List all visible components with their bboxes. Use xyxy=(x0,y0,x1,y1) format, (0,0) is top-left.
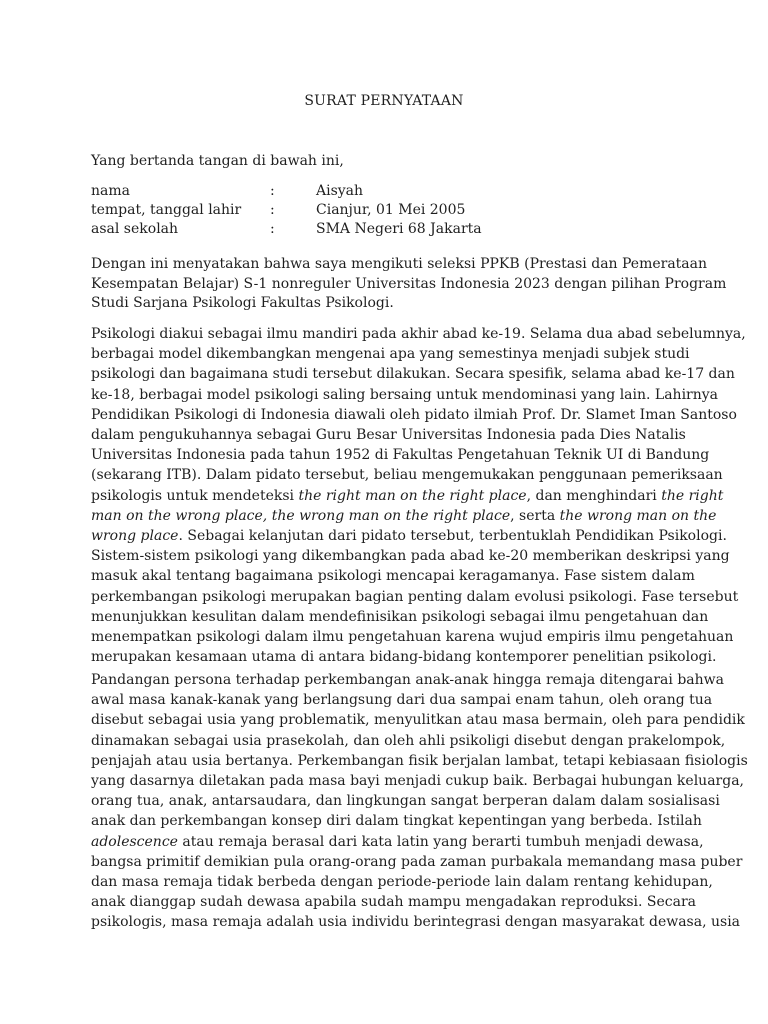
text-run: , dan menghindari xyxy=(526,487,662,504)
greeting-line: Yang bertanda tangan di bawah ini, xyxy=(91,153,344,169)
text-run: . Sebagai kelanjutan dari pidato tersebut, terbentuklah Pendidikan Psikologi. xyxy=(178,528,727,545)
text-line: psikologis, masa remaja adalah usia individu berintegrasi dengan masyarakat dewasa, usia xyxy=(91,914,741,931)
identity-colon: : xyxy=(270,183,275,199)
identity-value: Aisyah xyxy=(316,183,364,199)
text-line: yang dasarnya diletakan pada masa bayi menjadi cukup baik. Berbagai hubungan keluarga, xyxy=(91,773,744,790)
text-run: atau remaja berasal dari kata latin yang berarti tumbuh menjadi dewasa, xyxy=(177,833,704,850)
italic-phrase: man on the wrong place, the wrong man on the right place xyxy=(91,507,511,524)
identity-colon: : xyxy=(270,202,275,218)
text-line: orang tua, anak, antarsaudara, dan lingkungan sangat berperan dalam dalam sosialisasi xyxy=(91,793,720,810)
italic-phrase: the right xyxy=(661,487,724,504)
text-line: dinamakan sebagai usia prasekolah, dan oleh ahli psikoligi disebut dengan prakelompok, xyxy=(91,732,726,749)
italic-phrase: the right man on the right place xyxy=(298,487,527,504)
identity-label: asal sekolah xyxy=(91,221,179,237)
paragraph-statement xyxy=(91,255,727,314)
text-line xyxy=(91,526,727,546)
identity-label: nama xyxy=(91,183,130,199)
text-line: Kesempatan Belajar) S-1 nonreguler Universitas Indonesia 2023 dengan pilihan Program xyxy=(91,275,727,292)
text-line: menunjukkan kesulitan dalam mendefinisikan psikologi sebagai ilmu pengetahuan dan xyxy=(91,608,709,625)
identity-colon: : xyxy=(270,221,275,237)
text-line: penjajah atau usia bertanya. Perkembangan fisik berjalan lambat, tetapi kebiasaan fisiologis xyxy=(91,752,748,769)
text-line: berbagai model dikembangkan mengenai apa yang semestinya menjadi subjek studi xyxy=(91,346,690,363)
paragraph-psychology-history xyxy=(91,324,746,667)
text-run: , serta xyxy=(510,507,560,524)
text-line: anak dan perkembangan konsep diri dalam tingkat kepentingan yang berbeda. Istilah xyxy=(91,813,702,830)
text-line: psikologi dan bagaimana studi tersebut dilakukan. Secara spesifik, selama abad ke-17 dan xyxy=(91,366,735,383)
text-line: menempatkan psikologi dalam ilmu pengetahuan karena wujud empiris ilmu pengetahuan xyxy=(91,629,734,646)
paragraph-development xyxy=(91,670,748,933)
text-line: Pandangan persona terhadap perkembangan anak-anak hingga remaja ditengarai bahwa xyxy=(91,672,724,688)
text-line: Pendidikan Psikologi di Indonesia diawali oleh pidato ilmiah Prof. Dr. Slamet Iman Santoso xyxy=(91,406,737,423)
text-line: perkembangan psikologi merupakan bagian penting dalam evolusi psikologi. Fase tersebut xyxy=(91,588,739,605)
text-line: Universitas Indonesia pada tahun 1952 di Fakultas Pengetahuan Teknik UI di Bandung xyxy=(91,447,710,464)
text-line: disebut sebagai usia yang problematik, menyulitkan atau masa bermain, oleh para pendidik xyxy=(91,712,745,729)
text-line: Dengan ini menyatakan bahwa saya mengikuti seleksi PPKB (Prestasi dan Pemerataan xyxy=(91,256,708,272)
identity-value: SMA Negeri 68 Jakarta xyxy=(316,221,482,237)
text-line: anak dianggap sudah dewasa apabila sudah mampu mengadakan reproduksi. Secara xyxy=(91,894,697,911)
document-title: SURAT PERNYATAAN xyxy=(304,93,464,109)
text-line: dalam pengukuhannya sebagai Guru Besar Universitas Indonesia pada Dies Natalis xyxy=(91,427,686,444)
italic-phrase: the wrong man on the xyxy=(559,507,717,524)
text-line: masuk akal tentang bagaimana psikologi mencapai keragamanya. Fase sistem dalam xyxy=(91,568,695,585)
text-run: psikologis untuk mendeteksi xyxy=(91,487,299,504)
text-line: (sekarang ITB). Dalam pidato tersebut, beliau mengemukakan penggunaan pemeriksaan xyxy=(91,467,723,484)
text-line: Studi Sarjana Psikologi Fakultas Psikologi. xyxy=(91,295,394,311)
identity-label: tempat, tanggal lahir xyxy=(91,202,242,218)
text-line: awal masa kanak-kanak yang berlangsung dari dua sampai enam tahun, oleh orang tua xyxy=(91,692,713,709)
italic-phrase: wrong place xyxy=(91,528,179,545)
text-line: bangsa primitif demikian pula orang-orang pada zaman purbakala memandang masa puber xyxy=(91,853,743,870)
text-line: Sistem-sistem psikologi yang dikembangkan pada abad ke-20 memberikan deskripsi yang xyxy=(91,548,730,565)
text-line xyxy=(91,506,717,526)
text-line: dan masa remaja tidak berbeda dengan periode-periode lain dalam rentang kehidupan, xyxy=(91,874,713,891)
text-line: Psikologi diakui sebagai ilmu mandiri pada akhir abad ke-19. Selama dua abad sebelumnya, xyxy=(91,326,746,342)
text-line xyxy=(91,486,724,506)
text-line: ke-18, berbagai model psikologi saling bersaing untuk mendominasi yang lain. Lahirnya xyxy=(91,386,719,403)
identity-value: Cianjur, 01 Mei 2005 xyxy=(316,202,466,218)
italic-phrase: adolescence xyxy=(91,833,178,850)
text-line xyxy=(91,832,704,852)
text-line: merupakan kesamaan utama di antara bidang-bidang kontemporer penelitian psikologi. xyxy=(91,649,717,666)
